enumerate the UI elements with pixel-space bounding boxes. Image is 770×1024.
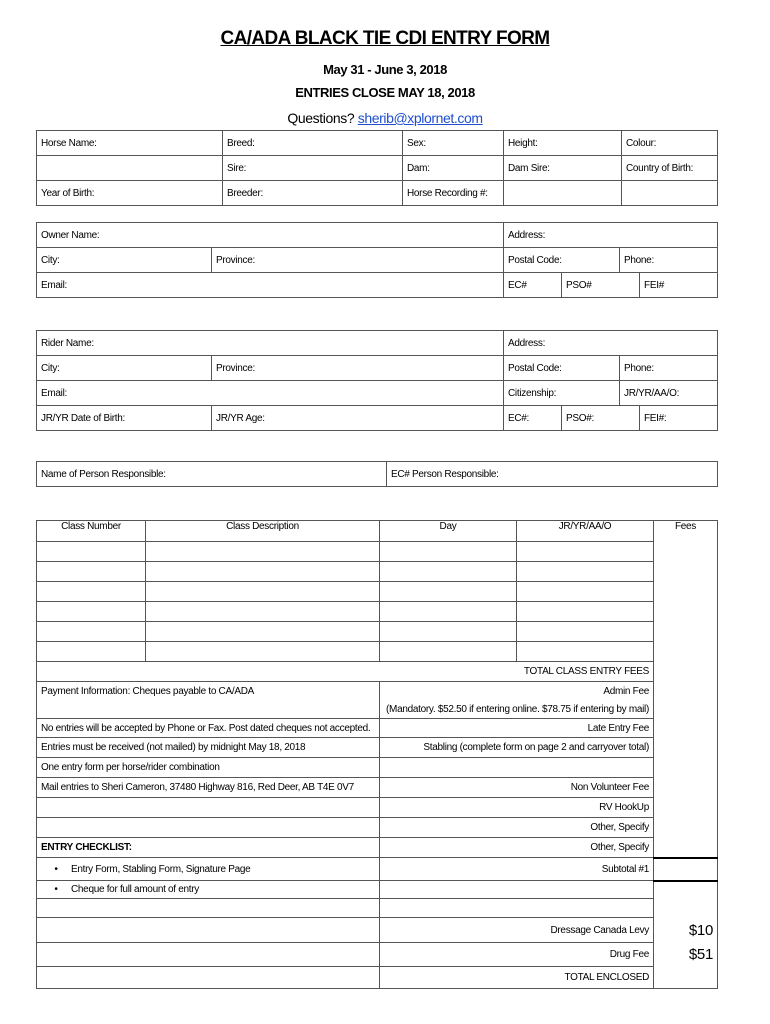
rider-pso-field[interactable]: PSO#: — [562, 406, 640, 430]
mail-to-note: Mail entries to Sheri Cameron, 37480 Highway 816, Red Deer, AB T4E 0V7 — [37, 778, 380, 798]
event-dates: May 31 - June 3, 2018 — [323, 62, 447, 77]
day-cell[interactable] — [380, 562, 517, 582]
checklist-item-2[interactable] — [37, 881, 380, 899]
class-description-cell[interactable] — [146, 622, 380, 642]
admin-fee-label: Admin Fee — [380, 682, 654, 702]
total-enclosed-value[interactable] — [654, 967, 718, 989]
subtotal-label: Subtotal #1 — [380, 858, 654, 881]
checklist-item-1-label: Entry Form, Stabling Form, Signature Page — [71, 863, 251, 875]
other-specify-value-1[interactable] — [654, 818, 718, 838]
form-title: CA/ADA BLACK TIE CDI ENTRY FORM — [220, 28, 550, 49]
drug-fee-label: Drug Fee — [380, 943, 654, 967]
day-cell[interactable] — [380, 582, 517, 602]
no-phone-fax-note: No entries will be accepted by Phone or Fax. Post dated cheques not accepted. — [37, 719, 380, 738]
class-row — [37, 622, 718, 642]
rider-jr-yr-dob-field[interactable]: JR/YR Date of Birth: — [37, 406, 212, 431]
other-specify-label-2: Other, Specify — [380, 838, 654, 858]
rider-pso-fei-field — [562, 406, 718, 431]
total-class-entry-fees-value[interactable] — [654, 662, 718, 682]
rider-address-field[interactable]: Address: — [504, 331, 718, 356]
class-number-cell[interactable] — [37, 542, 146, 562]
class-row — [37, 542, 718, 562]
height-field[interactable]: Height: — [504, 131, 622, 156]
bullet-icon: • — [54, 884, 58, 895]
rider-info-table — [36, 330, 718, 431]
sire-field[interactable]: Sire: — [223, 156, 403, 181]
rider-phone-field[interactable]: Phone: — [620, 356, 718, 381]
horse-name-continued[interactable] — [37, 156, 223, 181]
owner-province-field[interactable]: Province: — [212, 248, 504, 273]
one-entry-fee-blank — [654, 758, 718, 778]
owner-fei-field[interactable]: FEI# — [644, 279, 664, 291]
received-by-note: Entries must be received (not mailed) by midnight May 18, 2018 — [37, 738, 380, 758]
owner-address-field[interactable]: Address: — [504, 223, 718, 248]
subtotal-value[interactable] — [654, 858, 718, 881]
class-row — [37, 642, 718, 662]
other-specify-value-2[interactable] — [654, 838, 718, 858]
spacer-row-right — [380, 899, 654, 918]
day-cell[interactable] — [380, 642, 517, 662]
fee-cell[interactable] — [654, 582, 718, 602]
rider-ec-field[interactable]: EC#: — [504, 406, 562, 431]
rider-name-field[interactable]: Rider Name: — [37, 331, 504, 356]
country-of-birth-field[interactable]: Country of Birth: — [622, 156, 718, 181]
breeder-field[interactable]: Breeder: — [223, 181, 403, 206]
owner-pso-fei-field — [562, 273, 718, 298]
rider-fei-field[interactable]: FEI#: — [644, 412, 667, 424]
dam-sire-field[interactable]: Dam Sire: — [504, 156, 622, 181]
division-cell[interactable] — [517, 622, 654, 642]
division-cell[interactable] — [517, 542, 654, 562]
owner-city-field[interactable]: City: — [37, 248, 212, 273]
late-entry-fee-value[interactable] — [654, 719, 718, 738]
owner-info-table — [36, 222, 718, 298]
questions-line — [0, 110, 770, 126]
owner-phone-field[interactable]: Phone: — [620, 248, 718, 273]
payment-info-spacer — [37, 702, 380, 719]
day-cell[interactable] — [380, 602, 517, 622]
admin-fee-value[interactable] — [654, 682, 718, 702]
one-entry-note: One entry form per horse/rider combination — [37, 758, 380, 778]
class-description-cell[interactable] — [146, 542, 380, 562]
class-number-cell[interactable] — [37, 562, 146, 582]
division-cell[interactable] — [517, 642, 654, 662]
checklist-fee-blank — [654, 881, 718, 899]
spacer-row-fee — [654, 899, 718, 918]
breed-field[interactable]: Breed: — [223, 131, 403, 156]
class-number-cell[interactable] — [37, 582, 146, 602]
class-entry-table — [36, 520, 718, 989]
jr-yr-aa-o-header: JR/YR/AA/O — [517, 521, 654, 542]
non-volunteer-fee-value[interactable] — [654, 778, 718, 798]
class-number-cell[interactable] — [37, 602, 146, 622]
class-description-cell[interactable] — [146, 602, 380, 622]
dam-field[interactable]: Dam: — [403, 156, 504, 181]
dressage-canada-levy-amount: $10 — [654, 918, 718, 943]
colour-field[interactable]: Colour: — [622, 131, 718, 156]
day-header: Day — [380, 521, 517, 542]
spacer-row-left — [37, 899, 380, 918]
class-row — [37, 602, 718, 622]
day-cell[interactable] — [380, 542, 517, 562]
owner-pso-field[interactable]: PSO# — [562, 273, 640, 297]
checklist-item-1[interactable] — [37, 858, 380, 881]
payment-info: Payment Information: Cheques payable to CA/ADA — [37, 682, 380, 702]
owner-name-field[interactable]: Owner Name: — [37, 223, 504, 248]
rider-city-field[interactable]: City: — [37, 356, 212, 381]
class-number-cell[interactable] — [37, 642, 146, 662]
fee-cell[interactable] — [654, 562, 718, 582]
owner-ec-field[interactable]: EC# — [504, 273, 562, 298]
horse-name-field[interactable]: Horse Name: — [37, 131, 223, 156]
rider-email-field[interactable]: Email: — [37, 381, 504, 406]
horse-recording-field[interactable]: Horse Recording #: — [403, 181, 504, 206]
rider-citizenship-field[interactable]: Citizenship: — [504, 381, 620, 406]
fee-cell[interactable] — [654, 542, 718, 562]
drug-fee-row-blank — [37, 943, 380, 967]
sex-field[interactable]: Sex: — [403, 131, 504, 156]
day-cell[interactable] — [380, 622, 517, 642]
class-description-cell[interactable] — [146, 562, 380, 582]
non-volunteer-fee-label: Non Volunteer Fee — [380, 778, 654, 798]
admin-fee-note: (Mandatory. $52.50 if entering online. $78.75 if entering by mail) — [380, 702, 654, 719]
contact-email-link[interactable]: sherib@xplornet.com — [357, 110, 483, 126]
stabling-label: Stabling (complete form on page 2 and carryover total) — [380, 738, 654, 758]
division-cell[interactable] — [517, 602, 654, 622]
one-entry-blank — [380, 758, 654, 778]
checklist-blank — [380, 881, 654, 899]
other-specify-label-1: Other, Specify — [380, 818, 654, 838]
person-responsible-name-field[interactable]: Name of Person Responsible: — [37, 462, 387, 487]
horse-info-table — [36, 130, 718, 206]
owner-postal-code-field[interactable]: Postal Code: — [504, 248, 620, 273]
dressage-canada-levy-label: Dressage Canada Levy — [380, 918, 654, 943]
rv-hookup-value[interactable] — [654, 798, 718, 818]
rider-postal-code-field[interactable]: Postal Code: — [504, 356, 620, 381]
admin-fee-note-value — [654, 702, 718, 719]
rv-hookup-label: RV HookUp — [380, 798, 654, 818]
class-description-header: Class Description — [146, 521, 380, 542]
class-row — [37, 582, 718, 602]
division-cell[interactable] — [517, 582, 654, 602]
horse-recording-extra-1[interactable] — [504, 181, 622, 206]
division-cell[interactable] — [517, 562, 654, 582]
rider-jr-yr-age-field[interactable]: JR/YR Age: — [212, 406, 504, 431]
rider-province-field[interactable]: Province: — [212, 356, 504, 381]
stabling-value[interactable] — [654, 738, 718, 758]
year-of-birth-field[interactable]: Year of Birth: — [37, 181, 223, 206]
total-row-blank — [37, 967, 380, 989]
class-description-cell[interactable] — [146, 642, 380, 662]
total-enclosed-label: TOTAL ENCLOSED — [380, 967, 654, 989]
levy-row-blank — [37, 918, 380, 943]
rider-jr-yr-aa-o-field[interactable]: JR/YR/AA/O: — [620, 381, 718, 406]
checklist-item-2-label: Cheque for full amount of entry — [71, 884, 200, 895]
class-number-header: Class Number — [37, 521, 146, 542]
questions-label: Questions? — [287, 110, 355, 126]
person-responsible-ec-field[interactable]: EC# Person Responsible: — [387, 462, 718, 487]
class-row — [37, 562, 718, 582]
horse-recording-extra-2[interactable] — [622, 181, 718, 206]
fee-cell[interactable] — [654, 642, 718, 662]
entry-checklist-heading: ENTRY CHECKLIST: — [37, 838, 380, 858]
class-number-cell[interactable] — [37, 622, 146, 642]
drug-fee-amount: $51 — [654, 943, 718, 967]
fee-cell[interactable] — [654, 622, 718, 642]
fee-cell[interactable] — [654, 602, 718, 622]
total-class-entry-fees-label: TOTAL CLASS ENTRY FEES — [37, 662, 654, 682]
entries-close: ENTRIES CLOSE MAY 18, 2018 — [295, 85, 475, 100]
bullet-icon: • — [54, 863, 58, 875]
other-row-blank — [37, 818, 380, 838]
owner-email-field[interactable]: Email: — [37, 273, 504, 298]
person-responsible-table — [36, 461, 718, 487]
late-entry-fee-label: Late Entry Fee — [380, 719, 654, 738]
rv-row-blank — [37, 798, 380, 818]
class-description-cell[interactable] — [146, 582, 380, 602]
fees-header: Fees — [654, 521, 718, 542]
